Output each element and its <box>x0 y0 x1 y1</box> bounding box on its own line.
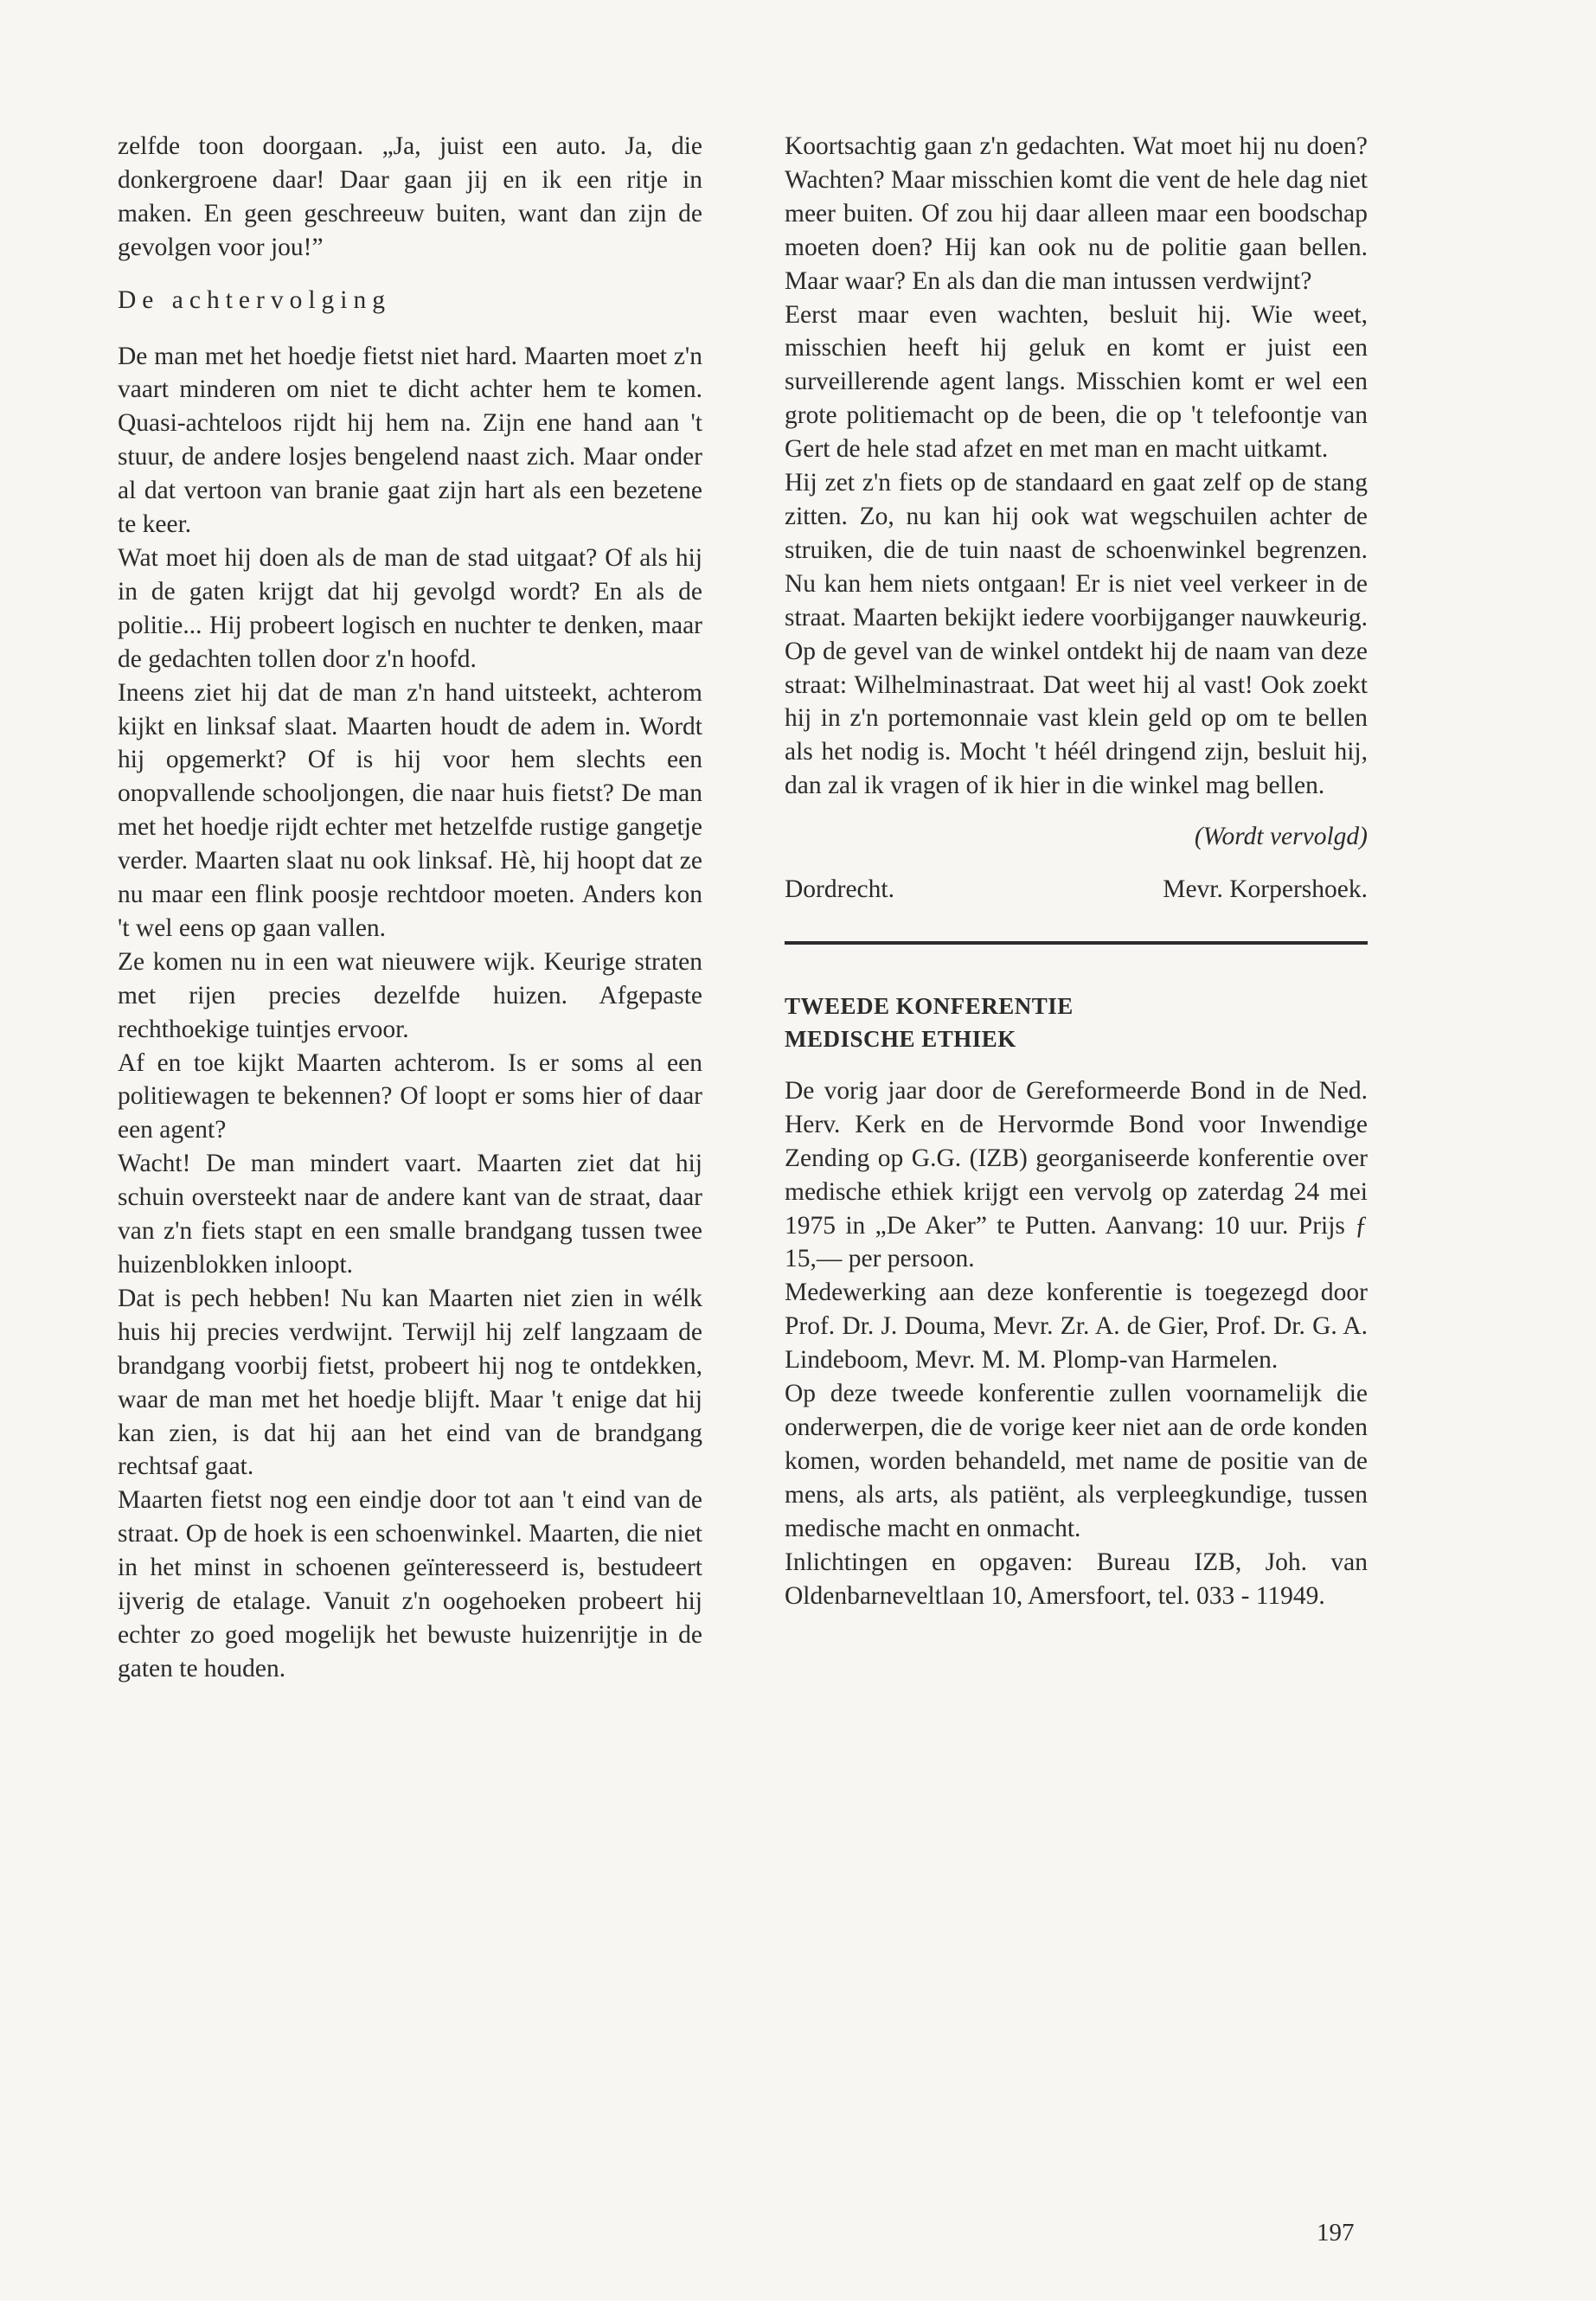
story-paragraph-7: Wacht! De man mindert vaart. Maarten ziet dat hij schuin oversteekt naar de andere kant van de straat, daar van z'n fiets stapt en een smalle brandgang tussen twee huizenblokken inloopt. <box>118 1150 702 1279</box>
right-column <box>785 130 1368 1612</box>
story-paragraph-1: zelfde toon doorgaan. „Ja, juist een auto. Ja, die donkergroene daar! Daar gaan jij en ik een ritje in maken. En geen geschreeuw buiten, want dan zijn de gevolgen voor jou!” <box>118 132 702 261</box>
article-heading-line-1: TWEEDE KONFERENTIE <box>785 992 1074 1019</box>
article-heading <box>785 990 1368 1055</box>
article-heading-line-2: MEDISCHE ETHIEK <box>785 1025 1016 1052</box>
to-be-continued: (Wordt vervolgd) <box>1194 823 1368 851</box>
article-paragraph-3: Op deze tweede konferentie zullen voornamelijk die onderwerpen, die de vorige keer niet aan de orde konden komen, worden behandeld, met name de positie van de mens, als arts, als patiënt, als verpleegkundige, tussen medische macht en onmacht. <box>785 1380 1368 1542</box>
story-paragraph-4: Ineens ziet hij dat de man z'n hand uitsteekt, achterom kijkt en linksaf slaat. Maarten houdt de adem in. Wordt hij opgemerkt? Of is hij voor hem slechts een onopvallende schooljongen, die naar huis fietst? De man met het hoedje rijdt echter met hetzelfde rustige gangetje verder. Maarten slaat nu ook linksaf. Hè, hij hoopt dat ze nu maar een flink poosje rechtdoor moeten. Anders kon 't wel eens op gaan vallen. <box>118 678 702 942</box>
story-paragraph-9: Maarten fietst nog een eindje door tot aan 't eind van de straat. Op de hoek is een schoenwinkel. Maarten, die niet in het minst in schoenen geïnteresseerd is, bestudeert ijverig de etalage. Vanuit z'n oogehoeken probeert hij echter zo goed mogelijk het bewuste huizenrijtje in de gaten te houden. <box>118 1486 702 1682</box>
left-column <box>118 130 702 1686</box>
story-paragraph-12: Hij zet z'n fiets op de standaard en gaat zelf op de stang zitten. Zo, nu kan hij ook wat wegschuilen achter de struiken, die de tuin naast de schoenwinkel begrenzen. Nu kan hem niets ontgaan! Er is niet veel verkeer in de straat. Maarten bekijkt iedere voorbijganger nauwkeurig. Op de gevel van de winkel ontdekt hij de naam van deze straat: Wilhelminastraat. Dat weet hij al vast! Ook zoekt hij in z'n portemonnaie vast klein geld op om te bellen als het nodig is. Mocht 't héél dringend zijn, besluit hij, dan zal ik vragen of ik hier in die winkel mag bellen. <box>785 469 1368 800</box>
place-name: Dordrecht. <box>785 875 894 904</box>
signature-line <box>785 873 1368 907</box>
story-paragraph-2: De man met het hoedje fietst niet hard. Maarten moet z'n vaart minderen om niet te dicht achter hem te komen. Quasi-achteloos rijdt hij hem na. Zijn ene hand aan 't stuur, de andere losjes bengelend naast zich. Maar onder al dat vertoon van branie gaat zijn hart als een bezetene te keer. <box>118 342 702 539</box>
article-paragraph-2: Medewerking aan deze konferentie is toegezegd door Prof. Dr. J. Douma, Mevr. Zr. A. de Gier, Prof. Dr. G. A. Lindeboom, Mevr. M. M. Plomp-van Harmelen. <box>785 1279 1368 1375</box>
article-paragraph-4: Inlichtingen en opgaven: Bureau IZB, Joh. van Oldenbarneveltlaan 10, Amersfoort, tel. 033 - 11949. <box>785 1548 1368 1610</box>
author-name: Mevr. Korpershoek. <box>1163 875 1368 904</box>
story-paragraph-11: Eerst maar even wachten, besluit hij. Wie weet, misschien heeft hij geluk en komt er juist een surveillerende agent langs. Misschien komt er wel een grote politiemacht op de been, die op 't telefoontje van Gert de hele stad afzet en met man en macht uitkamt. <box>785 300 1368 464</box>
page-number: 197 <box>1317 2219 1355 2247</box>
story-paragraph-6: Af en toe kijkt Maarten achterom. Is er soms al een politiewagen te bekennen? Of loopt er soms hier of daar een agent? <box>118 1048 702 1144</box>
section-subheading: De achtervolging <box>118 285 391 314</box>
story-paragraph-5: Ze komen nu in een wat nieuwere wijk. Keurige straten met rijen precies dezelfde huizen. Afgepaste rechthoekige tuintjes ervoor. <box>118 947 702 1043</box>
story-paragraph-8: Dat is pech hebben! Nu kan Maarten niet zien in wélk huis hij precies verdwijnt. Terwijl hij zelf langzaam de brandgang voorbij fietst, probeert hij nog te ontdekken, waar de man met het hoedje blijft. Maar 't enige dat hij kan zien, is dat hij aan het eind van de brandgang rechtsaf gaat. <box>118 1284 702 1481</box>
article-paragraph-1: De vorig jaar door de Gereformeerde Bond in de Ned. Herv. Kerk en de Hervormde Bond voor Inwendige Zending op G.G. (IZB) georganiseerde konferentie over medische ethiek krijgt een vervolg op zaterdag 24 mei 1975 in „De Aker” te Putten. Aanvang: 10 uur. Prijs ƒ 15,— per persoon. <box>785 1076 1368 1273</box>
section-divider <box>785 941 1368 945</box>
story-paragraph-3: Wat moet hij doen als de man de stad uitgaat? Of als hij in de gaten krijgt dat hij gevolgd wordt? En als de politie... Hij probeert logisch en nuchter te denken, maar de gedachten tollen door z'n hoofd. <box>118 543 702 673</box>
story-paragraph-10: Koortsachtig gaan z'n gedachten. Wat moet hij nu doen? Wachten? Maar misschien komt die vent de hele dag niet meer buiten. Of zou hij daar alleen maar een boodschap moeten doen? Hij kan ook nu de politie gaan bellen. Maar waar? En als dan die man intussen verdwijnt? <box>785 132 1368 295</box>
